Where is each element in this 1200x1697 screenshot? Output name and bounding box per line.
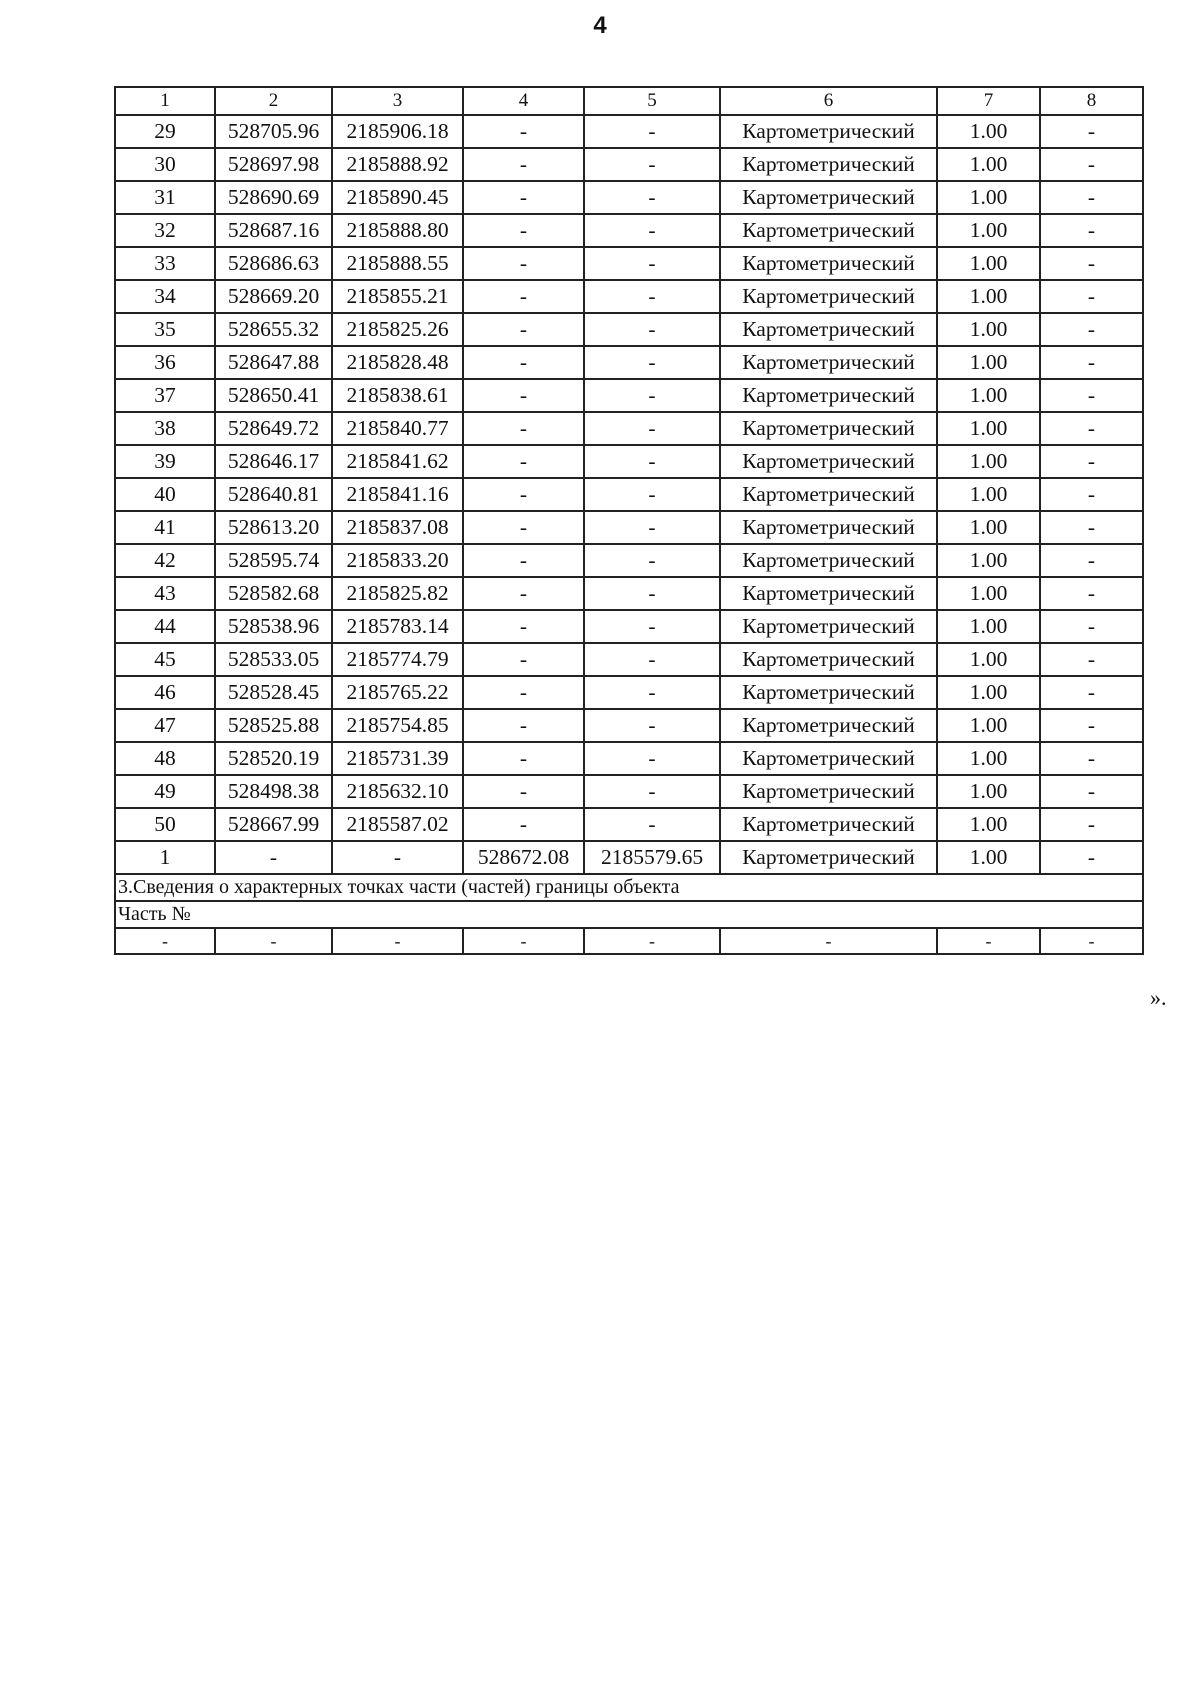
table-cell: - <box>463 544 584 577</box>
table-cell: Картометрический <box>720 478 937 511</box>
table-cell: 528705.96 <box>215 115 332 148</box>
table-cell: 46 <box>115 676 215 709</box>
table-row <box>115 742 1143 775</box>
table-cell: 528647.88 <box>215 346 332 379</box>
table-cell: - <box>463 214 584 247</box>
header-cell: 3 <box>332 87 463 115</box>
table-cell: - <box>1040 478 1143 511</box>
table-cell: 1.00 <box>937 412 1040 445</box>
table-cell: - <box>463 610 584 643</box>
table-cell: Картометрический <box>720 214 937 247</box>
table-cell: - <box>463 676 584 709</box>
table-cell: - <box>463 928 584 954</box>
table-cell: - <box>1040 346 1143 379</box>
table-cell: - <box>584 928 720 954</box>
table-cell: 2185632.10 <box>332 775 463 808</box>
table-cell: 29 <box>115 115 215 148</box>
table-cell: 2185841.62 <box>332 445 463 478</box>
table-cell: - <box>463 379 584 412</box>
table-cell: - <box>584 313 720 346</box>
table-row <box>115 280 1143 313</box>
table-row <box>115 511 1143 544</box>
table-cell: - <box>584 181 720 214</box>
table-cell: 1.00 <box>937 148 1040 181</box>
table-cell: - <box>463 181 584 214</box>
table-cell: 39 <box>115 445 215 478</box>
table-cell: 1 <box>115 841 215 874</box>
table-cell: - <box>215 841 332 874</box>
table-row <box>115 676 1143 709</box>
table-cell: 2185731.39 <box>332 742 463 775</box>
table-cell: Картометрический <box>720 379 937 412</box>
table-cell: - <box>1040 610 1143 643</box>
table-cell: 528649.72 <box>215 412 332 445</box>
table-cell: 528667.99 <box>215 808 332 841</box>
table-cell: - <box>1040 742 1143 775</box>
table-row <box>115 247 1143 280</box>
table-cell: 47 <box>115 709 215 742</box>
table-cell: Картометрический <box>720 709 937 742</box>
table-cell: Картометрический <box>720 346 937 379</box>
table-cell: - <box>1040 577 1143 610</box>
table-cell: - <box>584 643 720 676</box>
header-cell: 8 <box>1040 87 1143 115</box>
table-cell: - <box>1040 115 1143 148</box>
page-number: 4 <box>593 12 607 39</box>
table-row <box>115 148 1143 181</box>
table-cell: - <box>463 511 584 544</box>
table-cell: - <box>215 928 332 954</box>
table-cell: - <box>1040 511 1143 544</box>
table-cell: 528538.96 <box>215 610 332 643</box>
table-cell: - <box>463 478 584 511</box>
table-cell: Картометрический <box>720 148 937 181</box>
table-row <box>115 115 1143 148</box>
table-cell: Картометрический <box>720 775 937 808</box>
table-cell: 528525.88 <box>215 709 332 742</box>
table-row <box>115 379 1143 412</box>
section-title-row <box>115 874 1143 901</box>
table-cell: 35 <box>115 313 215 346</box>
table-cell: 2185855.21 <box>332 280 463 313</box>
table-cell: 1.00 <box>937 445 1040 478</box>
table-cell: - <box>463 775 584 808</box>
table-cell: - <box>1040 313 1143 346</box>
header-cell: 1 <box>115 87 215 115</box>
table-cell: 41 <box>115 511 215 544</box>
table-cell: - <box>1040 445 1143 478</box>
table-cell: - <box>1040 775 1143 808</box>
table-cell: - <box>463 313 584 346</box>
table-cell: - <box>115 928 215 954</box>
table-cell: - <box>1040 709 1143 742</box>
table-cell: 32 <box>115 214 215 247</box>
table-cell: 45 <box>115 643 215 676</box>
table-cell: 48 <box>115 742 215 775</box>
table-cell: - <box>584 478 720 511</box>
table-cell: 2185754.85 <box>332 709 463 742</box>
table-cell: 2185833.20 <box>332 544 463 577</box>
table-cell: Картометрический <box>720 247 937 280</box>
table-cell: - <box>584 148 720 181</box>
table-cell: - <box>1040 181 1143 214</box>
table-cell: - <box>584 709 720 742</box>
part-label: Часть № <box>115 901 1143 928</box>
table-cell: 49 <box>115 775 215 808</box>
table-cell: Картометрический <box>720 115 937 148</box>
table-cell: - <box>1040 643 1143 676</box>
table-cell: 1.00 <box>937 808 1040 841</box>
table-cell: 34 <box>115 280 215 313</box>
table-cell: 2185888.92 <box>332 148 463 181</box>
table-cell: 44 <box>115 610 215 643</box>
table-cell: 1.00 <box>937 841 1040 874</box>
table-cell: 1.00 <box>937 346 1040 379</box>
table-cell: 1.00 <box>937 115 1040 148</box>
table-cell: Картометрический <box>720 445 937 478</box>
table-cell: 2185765.22 <box>332 676 463 709</box>
table-cell: Картометрический <box>720 577 937 610</box>
table-cell: - <box>1040 841 1143 874</box>
table-cell: - <box>1040 412 1143 445</box>
table-cell: 528595.74 <box>215 544 332 577</box>
table-cell: 1.00 <box>937 643 1040 676</box>
table-row <box>115 808 1143 841</box>
table-cell: - <box>463 280 584 313</box>
table-cell: 1.00 <box>937 181 1040 214</box>
table-cell: - <box>332 841 463 874</box>
table-cell: 1.00 <box>937 280 1040 313</box>
table-cell: Картометрический <box>720 412 937 445</box>
table-cell: 43 <box>115 577 215 610</box>
table-cell: - <box>463 346 584 379</box>
table-cell: - <box>584 346 720 379</box>
coordinates-table <box>114 86 1144 955</box>
section-title: 3.Сведения о характерных точках части (частей) границы объекта <box>115 874 1143 901</box>
table-cell: 2185840.77 <box>332 412 463 445</box>
part-label-row <box>115 901 1143 928</box>
table-row <box>115 610 1143 643</box>
table-cell: 42 <box>115 544 215 577</box>
table-cell: - <box>463 808 584 841</box>
table-cell: Картометрический <box>720 808 937 841</box>
header-cell: 4 <box>463 87 584 115</box>
table-cell: 2185579.65 <box>584 841 720 874</box>
table-cell: - <box>584 808 720 841</box>
table-cell: 33 <box>115 247 215 280</box>
table-row <box>115 775 1143 808</box>
table-cell: 1.00 <box>937 379 1040 412</box>
table-row <box>115 346 1143 379</box>
header-cell: 5 <box>584 87 720 115</box>
table-cell: - <box>937 928 1040 954</box>
table-cell: 528498.38 <box>215 775 332 808</box>
table-cell: Картометрический <box>720 841 937 874</box>
table-cell: 37 <box>115 379 215 412</box>
table-cell: 2185838.61 <box>332 379 463 412</box>
table-row <box>115 445 1143 478</box>
table-row <box>115 841 1143 874</box>
table-cell: - <box>463 247 584 280</box>
table-cell: 2185837.08 <box>332 511 463 544</box>
table-cell: 1.00 <box>937 742 1040 775</box>
table-cell: 528528.45 <box>215 676 332 709</box>
table-cell: - <box>584 544 720 577</box>
table-cell: - <box>1040 280 1143 313</box>
table-cell: 1.00 <box>937 313 1040 346</box>
table-cell: 2185783.14 <box>332 610 463 643</box>
table-row <box>115 709 1143 742</box>
table-header-row <box>115 87 1143 115</box>
table-cell: - <box>1040 214 1143 247</box>
table-cell: 50 <box>115 808 215 841</box>
table-cell: - <box>584 412 720 445</box>
table-cell: 2185825.26 <box>332 313 463 346</box>
table-cell: 1.00 <box>937 544 1040 577</box>
table-cell: Картометрический <box>720 544 937 577</box>
table-cell: 528687.16 <box>215 214 332 247</box>
table-cell: 1.00 <box>937 577 1040 610</box>
table-cell: - <box>584 775 720 808</box>
table-cell: 1.00 <box>937 709 1040 742</box>
table-cell: 1.00 <box>937 775 1040 808</box>
closing-quote: ». <box>1150 985 1167 1010</box>
table-cell: 2185841.16 <box>332 478 463 511</box>
table-cell: 2185890.45 <box>332 181 463 214</box>
table-cell: - <box>463 742 584 775</box>
table-cell: 528613.20 <box>215 511 332 544</box>
empty-part-row <box>115 928 1143 954</box>
table-cell: 2185906.18 <box>332 115 463 148</box>
table-cell: 1.00 <box>937 247 1040 280</box>
table-cell: - <box>463 412 584 445</box>
table-cell: 36 <box>115 346 215 379</box>
table-cell: 1.00 <box>937 478 1040 511</box>
table-cell: - <box>463 643 584 676</box>
table-cell: - <box>1040 544 1143 577</box>
table-row <box>115 412 1143 445</box>
table-cell: 2185888.55 <box>332 247 463 280</box>
table-cell: 2185888.80 <box>332 214 463 247</box>
table-cell: 1.00 <box>937 610 1040 643</box>
table-cell: 2185825.82 <box>332 577 463 610</box>
table-cell: - <box>584 445 720 478</box>
table-cell: 528672.08 <box>463 841 584 874</box>
table-cell: Картометрический <box>720 742 937 775</box>
table-cell: 38 <box>115 412 215 445</box>
table-cell: - <box>584 247 720 280</box>
table-cell: - <box>463 709 584 742</box>
table-row <box>115 544 1143 577</box>
table-cell: Картометрический <box>720 280 937 313</box>
table-row <box>115 478 1143 511</box>
table-cell: - <box>1040 928 1143 954</box>
table-cell: - <box>1040 808 1143 841</box>
table-cell: - <box>584 610 720 643</box>
table-cell: - <box>584 577 720 610</box>
table-cell: 528640.81 <box>215 478 332 511</box>
table-cell: Картометрический <box>720 676 937 709</box>
table-cell: - <box>720 928 937 954</box>
table-cell: 2185828.48 <box>332 346 463 379</box>
header-cell: 2 <box>215 87 332 115</box>
table-cell: 1.00 <box>937 214 1040 247</box>
table-row <box>115 643 1143 676</box>
table-cell: - <box>584 511 720 544</box>
table-cell: 1.00 <box>937 511 1040 544</box>
table-cell: - <box>584 379 720 412</box>
table-cell: 528686.63 <box>215 247 332 280</box>
table-cell: 2185587.02 <box>332 808 463 841</box>
table-cell: 40 <box>115 478 215 511</box>
table-cell: 1.00 <box>937 676 1040 709</box>
table-cell: - <box>1040 247 1143 280</box>
table-cell: Картометрический <box>720 313 937 346</box>
table-cell: - <box>463 445 584 478</box>
header-cell: 6 <box>720 87 937 115</box>
table-row <box>115 214 1143 247</box>
table-cell: - <box>584 676 720 709</box>
table-cell: - <box>584 280 720 313</box>
table-cell: 528690.69 <box>215 181 332 214</box>
table-cell: 528669.20 <box>215 280 332 313</box>
table-cell: - <box>1040 148 1143 181</box>
table-cell: 30 <box>115 148 215 181</box>
table-cell: - <box>584 115 720 148</box>
table-cell: 528582.68 <box>215 577 332 610</box>
table-cell: 528650.41 <box>215 379 332 412</box>
table-cell: - <box>332 928 463 954</box>
table-cell: 2185774.79 <box>332 643 463 676</box>
table-cell: - <box>1040 379 1143 412</box>
table-row <box>115 313 1143 346</box>
table-cell: Картометрический <box>720 610 937 643</box>
table-cell: 528697.98 <box>215 148 332 181</box>
table-cell: 528533.05 <box>215 643 332 676</box>
table-cell: Картометрический <box>720 511 937 544</box>
table-cell: 528655.32 <box>215 313 332 346</box>
table-cell: - <box>1040 676 1143 709</box>
table-cell: 528646.17 <box>215 445 332 478</box>
table-cell: Картометрический <box>720 181 937 214</box>
table-cell: 31 <box>115 181 215 214</box>
table-row <box>115 181 1143 214</box>
header-cell: 7 <box>937 87 1040 115</box>
table-cell: - <box>584 214 720 247</box>
table-cell: Картометрический <box>720 643 937 676</box>
table-cell: 528520.19 <box>215 742 332 775</box>
table-row <box>115 577 1143 610</box>
table-cell: - <box>463 577 584 610</box>
table-cell: - <box>463 115 584 148</box>
table-cell: - <box>463 148 584 181</box>
table-cell: - <box>584 742 720 775</box>
